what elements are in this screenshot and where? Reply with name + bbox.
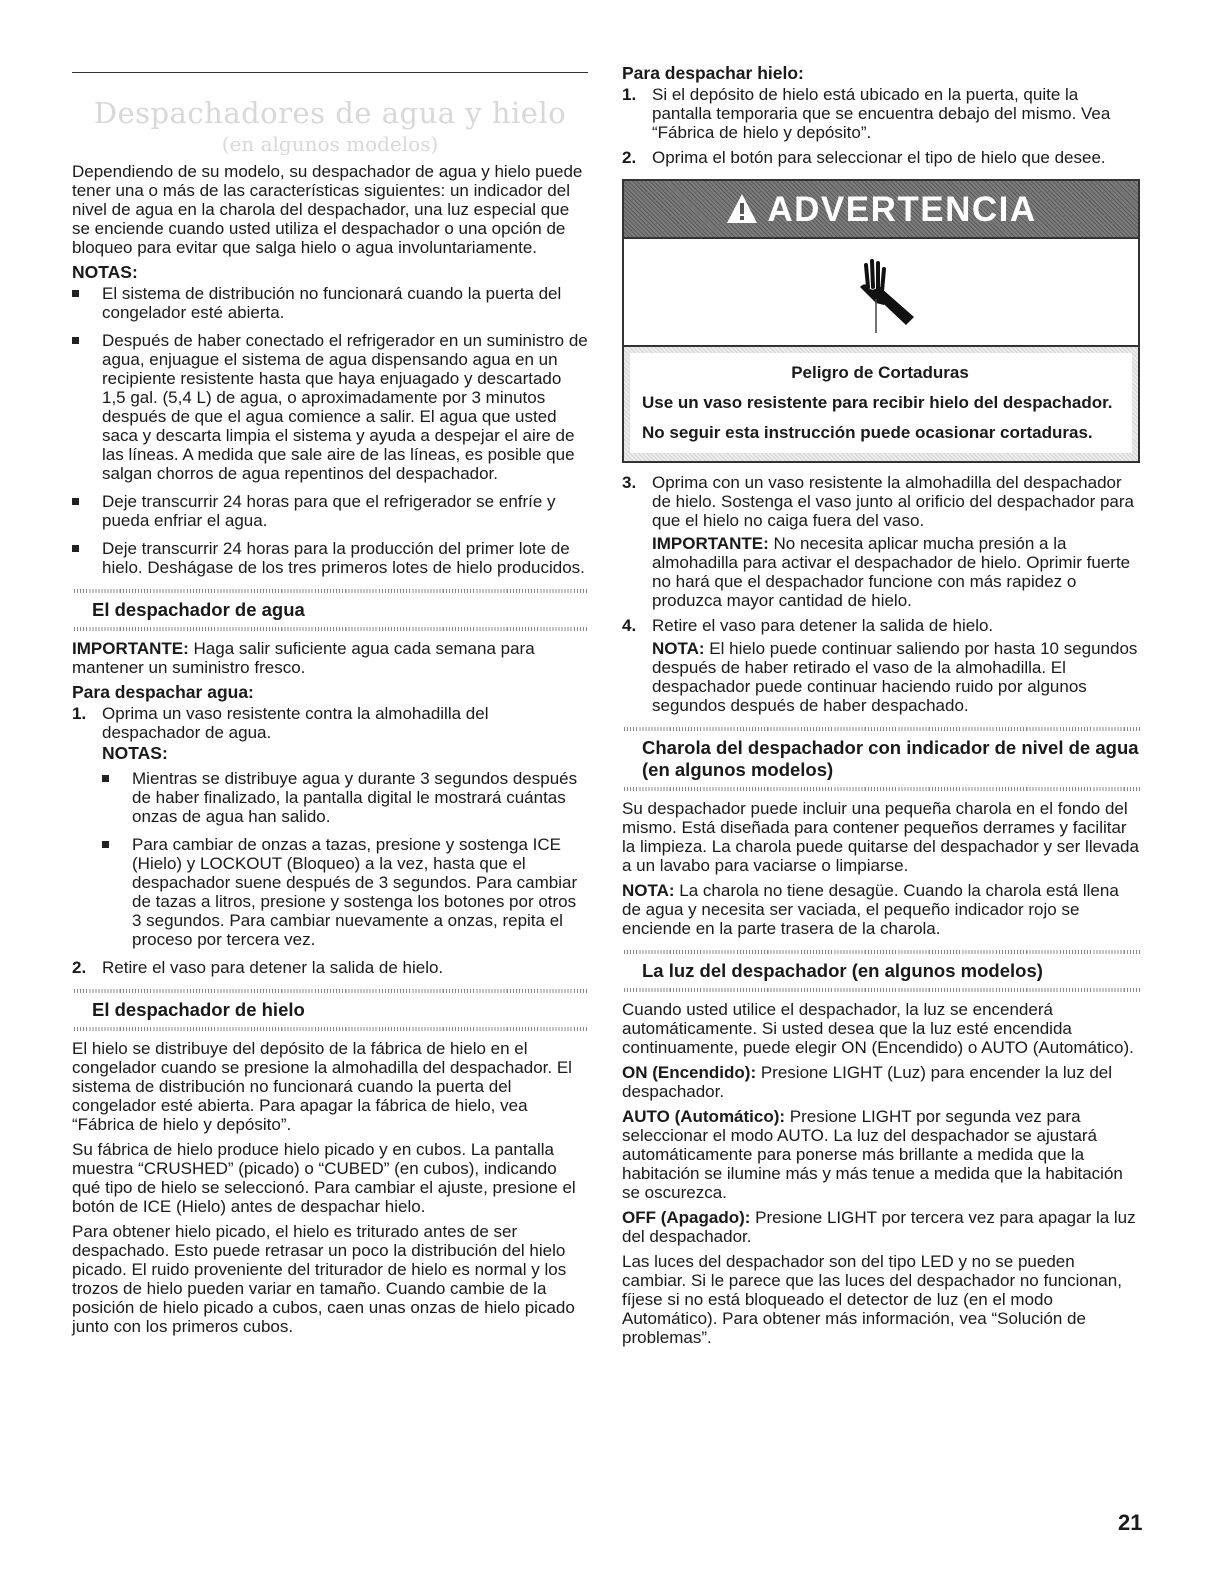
- step-number: 2.: [72, 958, 87, 977]
- section-title: El despachador de hielo: [92, 999, 305, 1020]
- step-important: [652, 534, 1140, 610]
- notes-list: [102, 284, 588, 577]
- note-label: NOTA:: [652, 639, 705, 658]
- light-on: [622, 1063, 1140, 1101]
- important-label: IMPORTANTE:: [652, 534, 769, 553]
- ice-paragraph: Su fábrica de hielo produce hielo picado y en cubos. La pantalla muestra “CRUSHED” (picado) o “CUBED” (en cubos), indicando qué tipo de hielo se seleccionó. Para cambiar el ajuste, presione el botón de ICE (Hielo) antes de despachar hielo.: [72, 1140, 576, 1216]
- light-paragraph: Las luces del despachador son del tipo LED y no se pueden cambiar. Si le parece que las luces del despachador no funcionan, fíjese si no está bloqueado el detector de luz (en el modo Automático). Para obtener más información, vea “Solución de problemas”.: [622, 1252, 1122, 1347]
- ice-steps-b: [622, 473, 1140, 715]
- list-item: [622, 616, 1140, 715]
- note-label: NOTA:: [622, 881, 675, 900]
- warning-line: Use un vaso resistente para recibir hielo del despachador.: [642, 393, 1113, 412]
- step-number: 1.: [72, 704, 87, 723]
- important-text: No necesita aplicar mucha presión a la almohadilla para activar el despachador de hielo. Oprimir fuerte no hará que el despachador funcione con más rapidez o produzca mayor cantidad de hielo.: [652, 534, 1131, 610]
- list-item: [72, 704, 588, 949]
- light-paragraph: Cuando usted utilice el despachador, la luz se encenderá automáticamente. Si usted desea que la luz esté encendida continuamente, puede elegir ON (Encendido) o AUTO (Automático).: [622, 1000, 1134, 1057]
- warning-box: [622, 179, 1140, 463]
- mode-label: OFF (Apagado):: [622, 1208, 751, 1227]
- mode-text: Presione LIGHT por tercera vez para apagar la luz del despachador.: [622, 1208, 1136, 1246]
- tray-paragraph: Su despachador puede incluir una pequeña charola en el fondo del mismo. Está diseñada para contener pequeños derrames y facilitar la limpieza. La charola puede quitarse del despachador y ser llevada a un lavabo para vaciarse o limpiarse.: [622, 799, 1139, 875]
- warning-header: [624, 181, 1138, 237]
- list-item: Después de haber conectado el refrigerador en un suministro de agua, enjuague el sistema de agua dispensando agua en un recipiente resistente hasta que haya enjuagado y descartado 1,5 gal. (5,4 L) de agua, o aproximadamente por 3 minutos después de que el agua comience a salir. El agua que usted saca y descarta limpia el sistema y ayuda a despejar el aire de las líneas. A medida que sale aire de las líneas, es posible que salgan chorros de agua repentinos del despachador.: [102, 331, 588, 483]
- hazard-title: Peligro de Cortaduras: [791, 363, 969, 382]
- page-number: 21: [1118, 1510, 1143, 1535]
- page-subtitle: (en algunos modelos): [221, 132, 439, 156]
- right-column: [622, 64, 1140, 1353]
- tray-note: [622, 881, 1140, 938]
- list-item: [72, 958, 588, 977]
- step-text: Oprima el botón para seleccionar el tipo de hielo que desee.: [652, 148, 1106, 167]
- step-text: Si el depósito de hielo está ubicado en la puerta, quite la pantalla temporaria que se encuentra debajo del mismo. Vea “Fábrica de hielo y depósito”.: [652, 85, 1111, 142]
- ice-steps-a: [622, 85, 1140, 167]
- mode-text: Presione LIGHT (Luz) para encender la luz del despachador.: [622, 1063, 1113, 1101]
- ice-paragraph: El hielo se distribuye del depósito de la fábrica de hielo en el congelador cuando se presione la almohadilla del despachador. El sistema de distribución no funcionará cuando la puerta del congelador esté abierta. Para apagar la fábrica de hielo, vea “Fábrica de hielo y depósito”.: [72, 1039, 572, 1134]
- list-item: [622, 473, 1140, 610]
- step-notes-list: [132, 769, 588, 949]
- step-note: [652, 639, 1140, 715]
- step-text: Oprima un vaso resistente contra la almohadilla del despachador de agua.: [102, 704, 489, 742]
- step-text: Oprima con un vaso resistente la almohadilla del despachador de hielo. Sostenga el vaso junto al orificio del despachador para que el hielo no caiga fuera del vaso.: [652, 473, 1134, 530]
- list-item: [622, 85, 1140, 142]
- page-title: Despachadores de agua y hielo: [93, 96, 567, 130]
- step-number: 4.: [622, 616, 637, 635]
- list-item: El sistema de distribución no funcionará cuando la puerta del congelador esté abierta.: [102, 284, 588, 322]
- water-steps: [72, 704, 588, 977]
- step-number: 3.: [622, 473, 637, 492]
- water-important: [72, 639, 588, 677]
- warning-heading: ADVERTENCIA: [767, 189, 1037, 229]
- step-text: Retire el vaso para detener la salida de hielo.: [102, 958, 444, 977]
- ice-howto-title: Para despachar hielo:: [622, 63, 804, 83]
- important-text: Haga salir suficiente agua cada semana para mantener un suministro fresco.: [72, 639, 535, 677]
- step-notes-label: NOTAS:: [102, 743, 168, 763]
- mode-label: ON (Encendido):: [622, 1063, 757, 1082]
- mode-text: Presione LIGHT por segunda vez para seleccionar el modo AUTO. La luz del despachador se ajustará automáticamente para ponerse más brillante a medida que la habitación se ilumine más y más tenue a medida que la habitación se oscurezca.: [622, 1107, 1123, 1202]
- notes-label: NOTAS:: [72, 262, 138, 282]
- note-text: El hielo puede continuar saliendo por hasta 10 segundos después de haber retirado el vaso de la almohadilla. El despachador puede continuar haciendo ruido por algunos segundos después de haber despachado.: [652, 639, 1138, 715]
- section-title: El despachador de agua: [92, 599, 305, 620]
- warning-line: No seguir esta instrucción puede ocasionar cortaduras.: [642, 423, 1093, 442]
- step-number: 1.: [622, 85, 637, 104]
- section-title: Charola del despachador con indicador de nivel de agua (en algunos modelos): [642, 737, 1139, 780]
- list-item: Deje transcurrir 24 horas para la producción del primer lote de hielo. Deshágase de los tres primeros lotes de hielo producidos.: [102, 539, 588, 577]
- light-section-header: [622, 950, 1140, 992]
- ice-paragraph: Para obtener hielo picado, el hielo es triturado antes de ser despachado. Esto puede retrasar un poco la distribución del hielo picado. El ruido proveniente del triturador de hielo es normal y los trozos de hielo pueden variar en tamaño. Cuando cambie de la posición de hielo picado a cubos, caen unas onzas de hielo picado junto con los primeros cubos.: [72, 1222, 575, 1336]
- left-column: [72, 62, 588, 1342]
- tray-section-header: [622, 727, 1140, 791]
- mode-label: AUTO (Automático):: [622, 1107, 786, 1126]
- step-text: Retire el vaso para detener la salida de hielo.: [652, 616, 994, 635]
- warning-body: [624, 347, 1138, 461]
- light-off: [622, 1208, 1140, 1246]
- important-label: IMPORTANTE:: [72, 639, 189, 658]
- warning-illustration: [624, 237, 1138, 347]
- water-howto-title: Para despachar agua:: [72, 682, 254, 702]
- list-item: Para cambiar de onzas a tazas, presione y sostenga ICE (Hielo) y LOCKOUT (Bloqueo) a la vez, hasta que el despachador suene después de 3 segundos. Para cambiar de tazas a litros, presione y sostenga los botones por otros 3 segundos. Para cambiar nuevamente a onzas, repita el proceso por tercera vez.: [132, 835, 588, 949]
- light-auto: [622, 1107, 1140, 1202]
- section-title: La luz del despachador (en algunos modelos): [642, 960, 1043, 981]
- water-section-header: [72, 589, 588, 631]
- step-number: 2.: [622, 148, 637, 167]
- list-item: Mientras se distribuye agua y durante 3 segundos después de haber finalizado, la pantalla digital le mostrará cuántas onzas de agua han salido.: [132, 769, 588, 826]
- warning-content: [630, 353, 1132, 453]
- cut-hazard-icon: [836, 247, 926, 337]
- note-text: La charola no tiene desagüe. Cuando la charola está llena de agua y necesita ser vaciada, el pequeño indicador rojo se enciende en la parte trasera de la charola.: [622, 881, 1119, 938]
- warning-triangle-icon: [725, 192, 759, 226]
- list-item: Deje transcurrir 24 horas para que el refrigerador se enfríe y pueda enfriar el agua.: [102, 492, 588, 530]
- ice-section-header: [72, 989, 588, 1031]
- intro-paragraph: Dependiendo de su modelo, su despachador de agua y hielo puede tener una o más de las características siguientes: un indicador del nivel de agua en la charola del despachador, una luz especial que se enciende cuando usted utiliza el despachador o una opción de bloqueo para evitar que salga hielo o agua involuntariamente.: [72, 162, 583, 257]
- list-item: [622, 148, 1140, 167]
